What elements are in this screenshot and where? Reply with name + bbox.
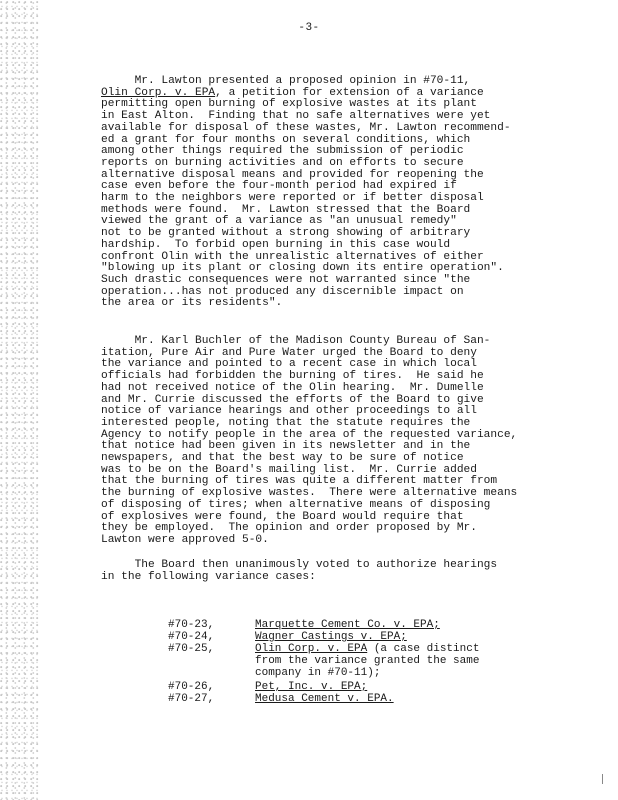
paragraph-2-line: they be employed. The opinion and order proposed by Mr. <box>101 522 477 535</box>
paragraph-1-line: Such drastic consequences were not warranted since "the <box>101 273 471 286</box>
case-name: Marquette Cement Co. v. EPA; <box>255 619 440 631</box>
paragraph-1-line: case even before the four-month period had expired if <box>101 180 457 193</box>
paragraph-2-line: that notice had been given in its newsletter and in the <box>101 440 471 453</box>
paragraph-2-line: Mr. Karl Buchler of the Madison County Bureau of San- <box>101 335 491 347</box>
paragraph-2-line: had not received notice of the Olin hearing. Mr. Dumelle <box>101 381 484 394</box>
paragraph-1-line: methods were found. Mr. Lawton stressed that the Board <box>101 203 471 216</box>
paragraph-1-line: reports on burning activities and on efforts to secure <box>101 156 464 169</box>
scan-mark <box>602 774 607 784</box>
case-number: #70-26, <box>168 681 215 693</box>
page-number: -3- <box>298 22 320 34</box>
paragraph-2-line: the variance and pointed to a recent case in which local <box>101 358 477 371</box>
paragraph-2-line: the burning of explosive wastes. There were alternative means <box>101 487 518 500</box>
paragraph-2-line: newspapers, and that the best way to be sure of notice <box>101 452 464 464</box>
case-name: Wagner Castings v. EPA; <box>255 631 407 643</box>
paragraph-2-line: that the burning of tires was quite a different matter from <box>101 475 498 488</box>
paragraph-2-line: Lawton were approved 5-0. <box>101 533 269 546</box>
paragraph-2-line: of disposing of tires; when alternative means of disposing <box>101 498 491 511</box>
paragraph-2-line: and Mr. Currie discussed the efforts of the Board to give <box>101 393 484 406</box>
paragraph-3-line: in the following variance cases: <box>101 570 316 583</box>
paragraph-2-line: itation, Pure Air and Pure Water urged the Board to deny <box>101 346 477 359</box>
case-row <box>168 693 394 706</box>
paragraph-2-line: interested people, noting that the statute requires the <box>101 416 471 429</box>
case-number: #70-23, <box>168 619 215 631</box>
paragraph-2-line: of explosives were found, the Board would require that <box>101 510 464 523</box>
paragraph-1-line: viewed the grant of a variance as "an unusual remedy" <box>101 215 457 228</box>
paragraph-1-line: Mr. Lawton presented a proposed opinion in #70-11, <box>101 75 471 87</box>
case-number: #70-25, <box>168 643 215 655</box>
case-note: from the variance granted the same <box>255 655 480 667</box>
case-number: #70-24, <box>168 631 215 643</box>
paragraph-2-line: officials had forbidden the burning of tires. He said he <box>101 370 484 383</box>
paragraph-1-line: harm to the neighbors were reported or if better disposal <box>101 192 484 204</box>
case-name: Pet, Inc. v. EPA; <box>255 681 368 693</box>
paragraph-1-line: ed a grant for four months on several conditions, which <box>101 133 471 146</box>
paragraph-1-line: among other things required the submission of periodic <box>101 145 464 158</box>
paragraph-1-line: in East Alton. Finding that no safe alternatives were yet <box>101 110 491 123</box>
case-name: Olin Corp. v. EPA <box>255 643 368 655</box>
scan-edge-noise <box>0 0 40 800</box>
case-number: #70-27, <box>168 693 215 705</box>
paragraph-2-line: notice of variance hearings and other proceedings to all <box>101 405 477 418</box>
case-name: Medusa Cement v. EPA. <box>255 693 394 705</box>
paragraph-2-line: Agency to notify people in the area of the requested variance, <box>101 428 518 441</box>
paragraph-1-line: permitting open burning of explosive wastes at its plant <box>101 98 477 111</box>
paragraph-1-line: alternative disposal means and provided for reopening the <box>101 168 484 181</box>
paragraph-1-line: "blowing up its plant or closing down its entire operation". <box>101 262 504 275</box>
paragraph-1-line: operation...has not produced any discernible impact on <box>101 285 464 298</box>
paragraph-1-line: the area or its residents". <box>101 297 283 310</box>
paragraph-2-line: was to be on the Board's mailing list. Mr. Currie added <box>101 463 477 476</box>
paragraph-3-line: The Board then unanimously voted to authorize hearings <box>101 559 498 571</box>
paragraph-1-line: available for disposal of these wastes, Mr. Lawton recommend- <box>101 121 511 134</box>
paragraph-1-line: confront Olin with the unrealistic alternatives of either <box>101 250 484 263</box>
case-row <box>168 667 380 680</box>
paragraph-1-line: Olin Corp. v. EPA, a petition for extension of a variance <box>101 86 484 99</box>
case-note: (a case distinct <box>367 643 480 655</box>
paragraph-1-line: not to be granted without a strong showing of arbitrary <box>101 227 471 240</box>
case-note: company in #70-11); <box>255 667 381 679</box>
paragraph-1-line: hardship. To forbid open burning in this case would <box>101 238 451 251</box>
